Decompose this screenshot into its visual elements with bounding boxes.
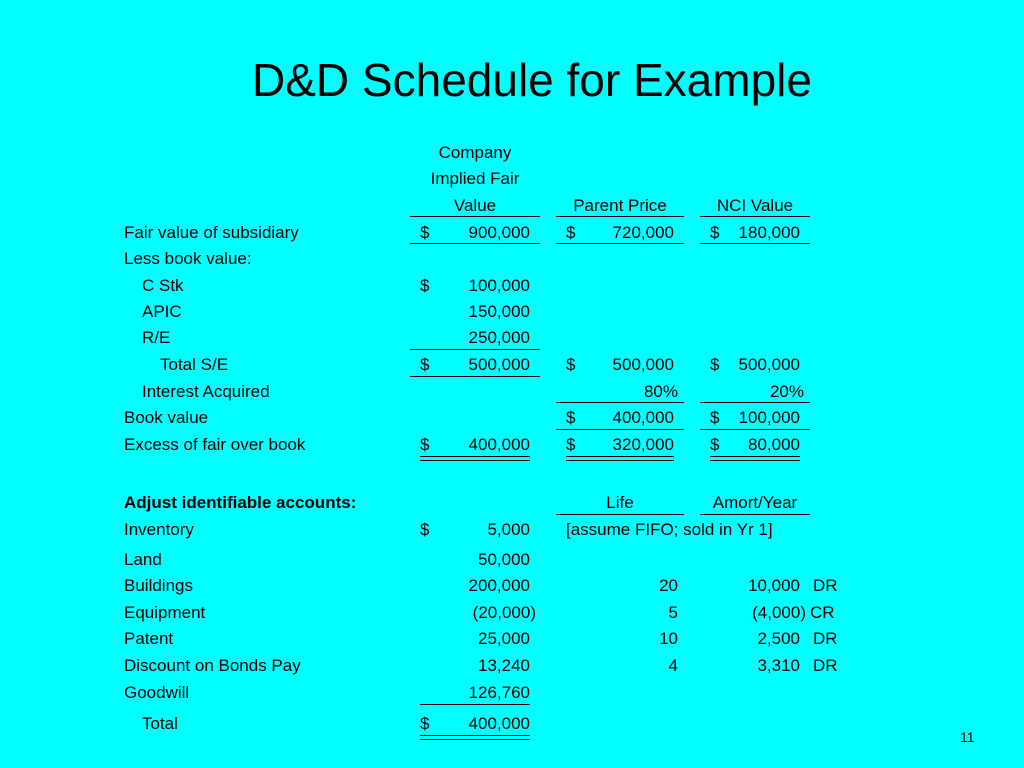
- row-label-re: R/E: [142, 328, 171, 347]
- row-label-goodwill: Goodwill: [124, 683, 190, 702]
- dollar-sign: $: [420, 435, 430, 454]
- patent-drcr: DR: [813, 629, 838, 648]
- row-label-inventory: Inventory: [124, 520, 194, 539]
- discount-life: 4: [668, 656, 678, 675]
- dollar-sign: $: [566, 355, 576, 374]
- excess-parent: 320,000: [612, 435, 674, 454]
- underline: [556, 402, 684, 403]
- row-label-excess: Excess of fair over book: [124, 435, 306, 454]
- inventory-amount: 5,000: [487, 520, 530, 539]
- underline: [410, 349, 540, 350]
- re-company: 250,000: [468, 328, 530, 347]
- inventory-note: [assume FIFO; sold in Yr 1]: [566, 520, 773, 539]
- row-label-total: Total: [142, 714, 178, 733]
- dollar-sign: $: [710, 408, 720, 427]
- company-header-line2: Implied Fair: [430, 169, 520, 188]
- underline: [410, 243, 540, 244]
- underline: [410, 376, 540, 377]
- patent-amort: 2,500: [757, 629, 800, 648]
- row-label-equipment: Equipment: [124, 603, 206, 622]
- dollar-sign: $: [710, 435, 720, 454]
- underline: [556, 243, 684, 244]
- land-amount: 50,000: [478, 550, 530, 569]
- double-underline: [566, 456, 674, 461]
- dollar-sign: $: [420, 355, 430, 374]
- underline: [556, 429, 684, 430]
- buildings-life: 20: [659, 576, 678, 595]
- double-underline: [420, 735, 530, 740]
- underline: [700, 429, 810, 430]
- underline: [556, 216, 684, 217]
- row-label-total-se: Total S/E: [160, 355, 229, 374]
- interest-parent: 80%: [643, 382, 678, 401]
- row-label-c-stk: C Stk: [142, 276, 184, 295]
- underline: [700, 243, 810, 244]
- excess-company: 400,000: [468, 435, 530, 454]
- dollar-sign: $: [710, 223, 720, 242]
- equipment-life: 5: [668, 603, 678, 622]
- dollar-sign: $: [566, 435, 576, 454]
- excess-nci: 80,000: [748, 435, 800, 454]
- dollar-sign: $: [566, 223, 576, 242]
- nci-value-header: NCI Value: [716, 196, 794, 215]
- underline: [700, 402, 810, 403]
- c-stk-company: 100,000: [468, 276, 530, 295]
- total-se-company: 500,000: [468, 355, 530, 374]
- interest-nci: 20%: [769, 382, 804, 401]
- total-se-nci: 500,000: [738, 355, 800, 374]
- dollar-sign: $: [420, 714, 430, 733]
- equipment-amount: (20,000): [472, 603, 536, 622]
- adjust-heading: Adjust identifiable accounts:: [124, 493, 357, 512]
- row-label-patent: Patent: [124, 629, 174, 648]
- discount-amort: 3,310: [757, 656, 800, 675]
- underline: [556, 514, 684, 515]
- patent-amount: 25,000: [478, 629, 530, 648]
- discount-amount: 13,240: [478, 656, 530, 675]
- row-label-book-value: Book value: [124, 408, 209, 427]
- double-underline: [420, 456, 530, 461]
- row-label-interest: Interest Acquired: [142, 382, 270, 401]
- buildings-amount: 200,000: [468, 576, 530, 595]
- underline: [700, 514, 810, 515]
- life-header: Life: [606, 493, 634, 512]
- discount-drcr: DR: [813, 656, 838, 675]
- equipment-amort: (4,000): [752, 603, 806, 622]
- dollar-sign: $: [420, 276, 430, 295]
- book-value-nci: 100,000: [738, 408, 800, 427]
- row-label-apic: APIC: [142, 302, 182, 321]
- fair-value-company: 900,000: [468, 223, 530, 242]
- company-header-line3: Value: [453, 196, 497, 215]
- underline: [420, 704, 530, 705]
- dollar-sign: $: [420, 520, 430, 539]
- amort-header: Amort/Year: [712, 493, 798, 512]
- slide-number: 11: [960, 729, 975, 745]
- double-underline: [710, 456, 800, 461]
- underline: [700, 216, 810, 217]
- total-amount: 400,000: [468, 714, 530, 733]
- equipment-drcr: CR: [810, 603, 835, 622]
- dollar-sign: $: [420, 223, 430, 242]
- row-label-discount: Discount on Bonds Pay: [124, 656, 301, 675]
- row-label-land: Land: [124, 550, 162, 569]
- book-value-parent: 400,000: [612, 408, 674, 427]
- fair-value-parent: 720,000: [612, 223, 674, 242]
- goodwill-amount: 126,760: [468, 683, 530, 702]
- dollar-sign: $: [710, 355, 720, 374]
- fair-value-nci: 180,000: [738, 223, 800, 242]
- buildings-drcr: DR: [813, 576, 838, 595]
- row-label-fair-value: Fair value of subsidiary: [124, 223, 299, 242]
- parent-price-header: Parent Price: [573, 196, 667, 215]
- row-label-buildings: Buildings: [124, 576, 193, 595]
- company-header-line1: Company: [438, 143, 512, 162]
- buildings-amort: 10,000: [748, 576, 800, 595]
- patent-life: 10: [659, 629, 678, 648]
- apic-company: 150,000: [468, 302, 530, 321]
- total-se-parent: 500,000: [612, 355, 674, 374]
- dollar-sign: $: [566, 408, 576, 427]
- row-label-less-book: Less book value:: [124, 249, 252, 268]
- slide-title: D&D Schedule for Example: [252, 54, 812, 106]
- underline: [410, 216, 540, 217]
